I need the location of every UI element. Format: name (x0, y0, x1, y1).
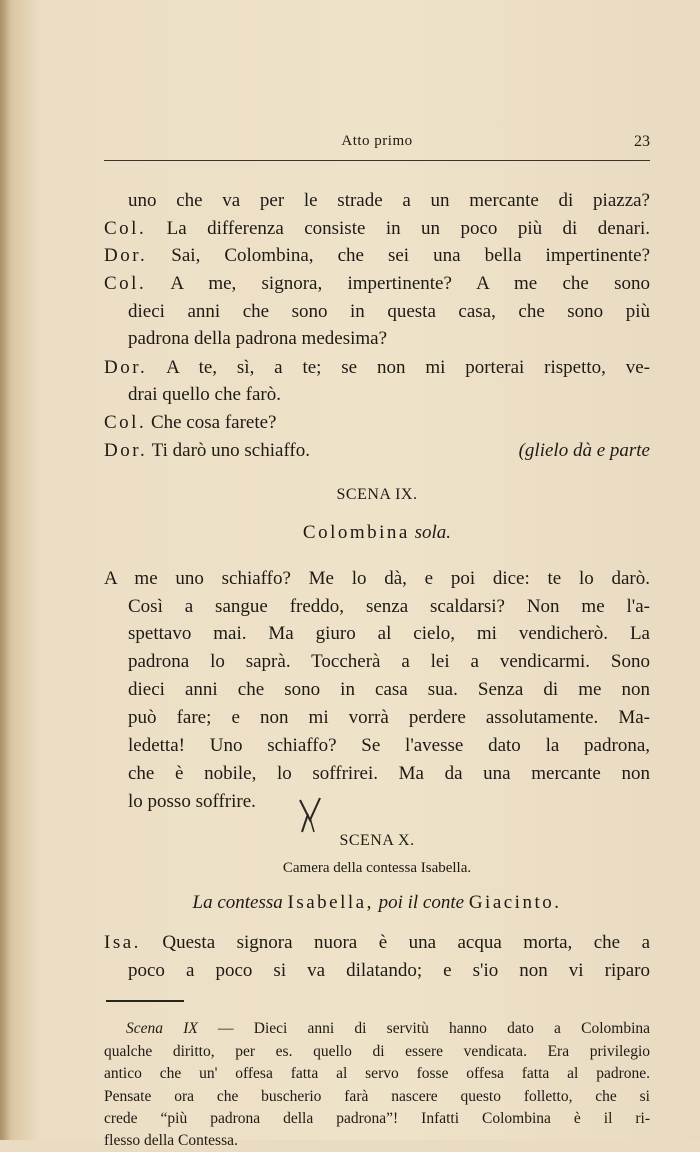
monologue-line: A me uno schiaffo? Me lo dà, e poi dice: te lo darò. (104, 568, 650, 589)
dialogue-line: padrona della padrona medesima? (128, 328, 388, 349)
dialogue-line: poco a poco si va dilatando; e s'io non vi riparo (128, 960, 650, 981)
monologue-line: ledetta! Uno schiaffo? Se l'avesse dato la padrona, (128, 735, 650, 756)
pencil-mark-icon (296, 796, 326, 836)
footnote-line: Pensate ora che buscherio farà nascere questo folletto, che si (104, 1088, 650, 1105)
dialogue-line: drai quello che farò. (128, 384, 281, 405)
speaker-tag: Isa. (104, 932, 141, 953)
footnote-line: antico che un' offesa fatta al servo fosse offesa fatta al padrone. (104, 1065, 650, 1082)
character-direction: sola. (414, 522, 452, 543)
page-number: 23 (634, 133, 650, 150)
character-name: Colombina (302, 522, 410, 543)
speaker-tag: Dor. (104, 357, 148, 378)
dialogue-line: Dor. A te, sì, a te; se non mi porterai rispetto, ve- (104, 357, 651, 378)
page-header (104, 133, 650, 157)
character-name: Isabella, (287, 892, 374, 913)
dialogue-line: Isa. Questa signora nuora è una acqua morta, che a (104, 932, 651, 953)
dialogue-line: dieci anni che sono in questa casa, che sono più (128, 301, 650, 322)
stage-direction: (glielo dà e parte (518, 440, 650, 461)
scene-characters: La contessa Isabella, poi il conte Giacinto. (192, 892, 562, 913)
speaker-tag: Col. (104, 218, 147, 239)
running-head: Atto primo (341, 133, 413, 149)
speaker-tag: Col. (104, 273, 147, 294)
header-rule (104, 160, 650, 161)
dialogue-line: Col. La differenza consiste in un poco più di denari. (104, 218, 650, 239)
scene-characters (104, 522, 650, 544)
footnote-rule (106, 1000, 184, 1002)
speaker-tag: Dor. (104, 245, 148, 266)
footnote-line: crede “più padrona della padrona”! Infatti Colombina è il ri- (104, 1110, 650, 1127)
scene-heading: SCENA X. (339, 832, 415, 849)
footnote-line: Scena IX — Dieci anni di servitù hanno dato a Colombina (126, 1020, 650, 1037)
monologue-line: spettavo mai. Ma giuro al cielo, mi vendicherò. La (128, 623, 650, 644)
footnote-label: Scena IX (126, 1020, 198, 1037)
monologue-line: che è nobile, lo soffrirei. Ma da una mercante non (128, 763, 650, 784)
dialogue-line: Dor. Sai, Colombina, che sei una bella impertinente? (104, 245, 651, 266)
dialogue-line: Col. Che cosa farete? (104, 412, 277, 433)
speaker-tag: Dor. (104, 440, 148, 461)
dialogue-line: uno che va per le strade a un mercante di piazza? (128, 190, 650, 211)
monologue-line: lo posso soffrire. (128, 791, 256, 812)
page-spine-shadow (0, 0, 10, 1140)
monologue-line: dieci anni che sono in casa sua. Senza di me non (128, 679, 650, 700)
character-name: Giacinto. (468, 892, 562, 913)
dialogue-line: Dor. Ti darò uno schiaffo. (glielo dà e parte (104, 438, 650, 464)
monologue-line: può fare; e non mi vorrà perdere assolutamente. Ma- (128, 707, 650, 728)
scene-heading: SCENA IX. (336, 486, 418, 503)
speaker-tag: Col. (104, 412, 147, 433)
dialogue-line: Col. A me, signora, impertinente? A me che sono (104, 273, 650, 294)
scene-setting: Camera della contessa Isabella. (282, 860, 472, 876)
footnote-line: flesso della Contessa. (104, 1132, 238, 1149)
monologue-line: padrona lo saprà. Toccherà a lei a vendicarmi. Sono (128, 651, 650, 672)
footnote-line: qualche diritto, per es. quello di essere vendicata. Era privilegio (104, 1043, 650, 1060)
monologue-line: Così a sangue freddo, senza scaldarsi? Non me l'a- (128, 596, 650, 617)
